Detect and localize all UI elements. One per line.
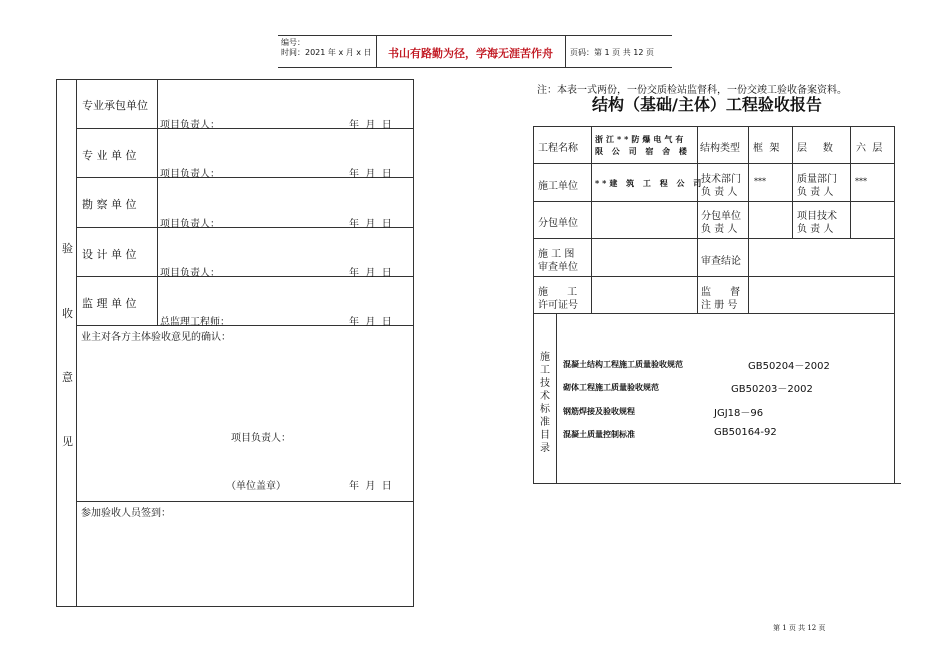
- standard-code: GB50204－2002: [748, 361, 830, 372]
- review-unit-label: 施 工 图: [538, 249, 575, 260]
- quality-dept-label: 质量部门: [797, 174, 837, 185]
- structure-type-label: 结构类型: [700, 143, 740, 154]
- unit-label: 专业承包单位: [82, 99, 148, 112]
- sign-label: 项目负责人：: [160, 219, 220, 230]
- review-unit-label: 审查单位: [538, 262, 578, 273]
- standard-code: GB50203－2002: [731, 384, 813, 395]
- sign-label: 项目负责人：: [160, 120, 220, 131]
- side-title-char: 意: [62, 371, 73, 384]
- floors-label: 层 数: [797, 143, 833, 154]
- sign-label: 项目负责人：: [160, 169, 220, 180]
- project-name-label: 工程名称: [538, 143, 578, 154]
- supervise-label: 监 督: [701, 287, 741, 298]
- date-label: 年 月 日: [349, 268, 392, 279]
- construction-unit-label: 施工单位: [538, 181, 578, 192]
- standard-code: GB50164-92: [714, 427, 777, 438]
- tech-dept-label: 负 责 人: [701, 187, 738, 198]
- tech-dept-label: 技术部门: [701, 174, 741, 185]
- standards-label-char: 标: [540, 404, 550, 415]
- doc-time-label: 时间：2021 年 x 月 x 日: [281, 48, 372, 57]
- date-label: 年 月 日: [349, 317, 392, 328]
- header-motto: 书山有路勤为径，学海无涯苦作舟: [388, 47, 553, 60]
- review-result-label: 审查结论: [701, 256, 741, 267]
- sub-unit-label: 负 责 人: [701, 224, 738, 235]
- standard-name: 砌体工程施工质量验收规范: [563, 382, 659, 392]
- footer-page-number: 第 1 页 共 12 页: [773, 624, 826, 632]
- subcontract-label: 分包单位: [538, 218, 578, 229]
- owner-date-label: 年 月 日: [349, 481, 392, 492]
- participants-label: 参加验收人员签到：: [81, 508, 171, 519]
- report-note: 注：本表一式两份，一份交质检站监督科，一份交竣工验收备案资料。: [537, 85, 847, 96]
- standards-label-char: 术: [540, 391, 550, 402]
- report-title: 结构（基础/主体）工程验收报告: [592, 95, 822, 114]
- proj-tech-label: 负 责 人: [797, 224, 834, 235]
- proj-tech-label: 项目技术: [797, 211, 837, 222]
- side-title-char: 收: [62, 307, 73, 320]
- unit-label: 专 业 单 位: [82, 149, 137, 162]
- standard-name: 混凝土结构工程施工质量验收规范: [563, 359, 683, 369]
- sign-label: 总监理工程师：: [160, 317, 230, 328]
- standard-name: 混凝土质量控制标准: [563, 429, 635, 439]
- quality-dept-value: ***: [855, 177, 867, 186]
- standards-label-char: 录: [540, 443, 550, 454]
- standards-label-char: 施: [540, 352, 550, 363]
- standard-code: JGJ18－96: [714, 408, 764, 419]
- permit-label: 许可证号: [538, 300, 578, 311]
- standards-label-char: 技: [540, 378, 550, 389]
- supervise-label: 注 册 号: [701, 300, 738, 311]
- date-label: 年 月 日: [349, 219, 392, 230]
- standards-label-char: 工: [540, 365, 550, 376]
- construction-unit-value: **建 筑 工 程 公 司: [595, 178, 705, 188]
- side-title-char: 见: [62, 435, 73, 448]
- date-label: 年 月 日: [349, 169, 392, 180]
- date-label: 年 月 日: [349, 120, 392, 131]
- standards-label-char: 目: [540, 430, 550, 441]
- structure-type-value: 框 架: [753, 143, 780, 154]
- quality-dept-label: 负 责 人: [797, 187, 834, 198]
- floors-value: 六 层: [856, 143, 883, 154]
- owner-confirm-label: 业主对各方主体验收意见的确认：: [81, 332, 231, 343]
- project-name-value: 限 公 司 宿 舍 楼: [595, 146, 690, 156]
- owner-sign-label: 项目负责人：: [231, 433, 291, 444]
- unit-label: 监 理 单 位: [82, 297, 137, 310]
- project-name-value: 浙江**防爆电气有: [595, 134, 687, 144]
- unit-label: 设 计 单 位: [82, 248, 137, 261]
- permit-label: 施 工: [538, 287, 578, 298]
- side-title-char: 验: [62, 242, 73, 255]
- unit-label: 勘 察 单 位: [82, 198, 137, 211]
- owner-seal-label: （单位盖章）: [226, 481, 286, 492]
- standards-label-char: 准: [540, 417, 550, 428]
- standard-name: 钢筋焊接及验收规程: [563, 406, 635, 416]
- doc-number-label: 编号：: [281, 38, 305, 47]
- tech-dept-value: ***: [754, 177, 766, 186]
- header-page-label: 页码：第 1 页 共 12 页: [570, 48, 654, 57]
- sign-label: 项目负责人：: [160, 268, 220, 279]
- sub-unit-label: 分包单位: [701, 211, 741, 222]
